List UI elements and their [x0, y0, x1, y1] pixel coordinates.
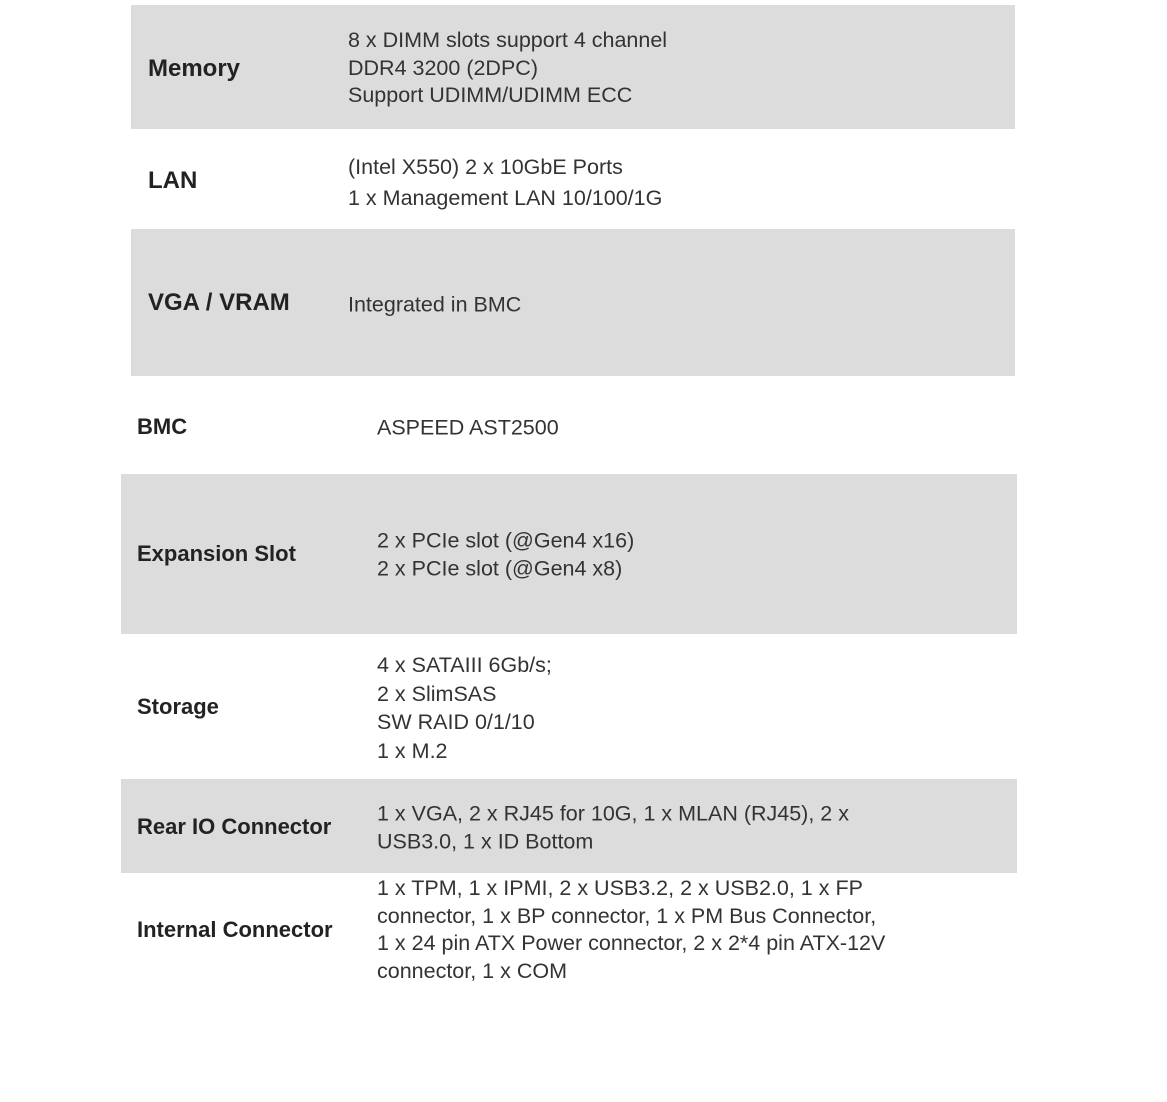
spec-value-line: ASPEED AST2500 [377, 415, 559, 440]
spec-label: Internal Connector [137, 917, 333, 942]
spec-label: BMC [137, 414, 188, 439]
spec-value-line: 2 x PCIe slot (@Gen4 x16) [377, 528, 635, 553]
spec-row-rear-io-connector [121, 779, 1017, 873]
spec-value [348, 291, 521, 319]
spec-value-line: 4 x SATAIII 6Gb/s; [377, 653, 552, 677]
spec-label: VGA / VRAM [148, 289, 290, 316]
spec-value-line: 1 x Management LAN 10/100/1G [348, 186, 663, 210]
spec-label: LAN [148, 167, 198, 194]
spec-label: Memory [148, 55, 241, 82]
spec-value-line: 8 x DIMM slots support 4 channel [348, 27, 668, 52]
spec-value-line: 1 x VGA, 2 x RJ45 for 10G, 1 x MLAN (RJ45), 2 x [377, 801, 849, 826]
spec-value-line: 2 x PCIe slot (@Gen4 x8) [377, 556, 623, 580]
spec-label: Expansion Slot [137, 541, 296, 566]
spec-value-line: SW RAID 0/1/10 [377, 710, 535, 734]
spec-row-bmc [121, 376, 1017, 474]
spec-label: Rear IO Connector [137, 814, 332, 839]
spec-value [377, 801, 849, 856]
spec-value [377, 875, 885, 985]
spec-value [348, 27, 667, 110]
spec-value [377, 414, 559, 442]
spec-value [377, 528, 634, 583]
spec-row-vga-vram [131, 229, 1015, 376]
spec-value-line: 1 x TPM, 1 x IPMI, 2 x USB3.2, 2 x USB2.0, 1 x FP [377, 876, 863, 900]
spec-value-line: 2 x SlimSAS [377, 681, 497, 706]
spec-value-line: connector, 1 x BP connector, 1 x PM Bus Connector, [377, 903, 877, 928]
spec-value-line: 1 x 24 pin ATX Power connector, 2 x 2*4 pin ATX-12V [377, 931, 886, 955]
spec-label: Storage [137, 694, 219, 719]
spec-row-memory [131, 5, 1015, 129]
spec-row-internal-connector [121, 873, 1017, 991]
spec-value [348, 152, 662, 214]
spec-row-lan [131, 129, 1015, 229]
spec-value [377, 651, 552, 765]
spec-value-line: 1 x M.2 [377, 738, 448, 763]
spec-value-line: connector, 1 x COM [377, 958, 567, 983]
spec-value-line: Integrated in BMC [348, 292, 522, 317]
spec-row-expansion-slot [121, 474, 1017, 634]
spec-value-line: USB3.0, 1 x ID Bottom [377, 829, 594, 853]
spec-value-line: (Intel X550) 2 x 10GbE Ports [348, 155, 623, 179]
spec-value-line: DDR4 3200 (2DPC) [348, 55, 538, 80]
spec-row-storage [121, 634, 1017, 779]
spec-value-line: Support UDIMM/UDIMM ECC [348, 82, 633, 107]
